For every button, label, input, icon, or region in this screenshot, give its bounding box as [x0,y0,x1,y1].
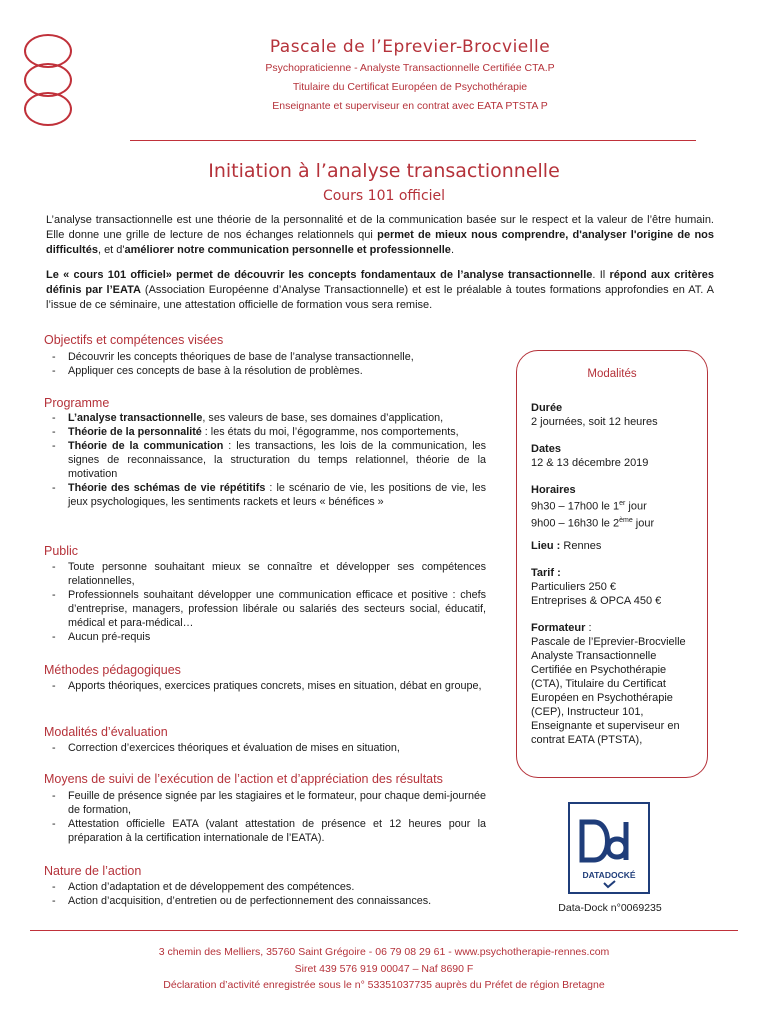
section-heading-evaluation: Modalités d’évaluation [44,725,168,739]
intro-paragraph-2: Le « cours 101 officiel» permet de découvrir les concepts fondamentaux de l’analyse transactionnelle. Il répond aux critères définis par l’EATA (Association Européenne d’Analyse Transactionnelle) et est le préalable à toutes formations approfondies en AT. A l’issue de ce séminaire, une attestation officielle de formation vous sera remise. [46,269,715,311]
header-line-3: Enseignante et superviseur en contrat avec EATA PTSTA P [272,100,548,112]
datadock-logo-text: DATADOCKÉ [582,870,636,880]
header-line-2: Titulaire du Certificat Européen de Psychothérapie [292,81,528,93]
formateur-value: Pascale de l’Eprevier-Brocvielle Analyste Transactionnelle Certifiée en Psychothérapie (CTA), Titulaire du Certificat Européen en Psychothérapie (CEP), Instructeur 101, Enseignante et superviseur en contrat EATA (PTSTA), [531,636,686,746]
header-name: Pascale de l’Eprevier-Brocvielle [269,37,551,57]
formateur-label: Formateur [531,622,586,634]
methodes-list [46,679,486,693]
section-heading-public: Public [44,544,79,558]
list-item: - Aucun pré-requis [46,630,486,644]
duree-value: 2 journées, soit 12 heures [531,416,658,428]
section-heading-suivi: Moyens de suivi de l’exécution de l’action et d’appréciation des résultats [44,772,443,786]
header-divider [130,140,696,141]
list-item: - Appliquer ces concepts de base à la résolution de problèmes. [46,364,486,378]
header-line-1: Psychopraticienne - Analyste Transactionnelle Certifiée CTA.P [265,62,555,74]
tarif-entreprises: Entreprises & OPCA 450 € [531,595,662,607]
list-item: - Théorie de la communication : les transactions, les lois de la communication, les signes de reconnaissance, la structuration du temps relationnel, théorie de la motivation [46,439,486,481]
page-title: Initiation à l’analyse transactionnelle [208,160,560,182]
programme-list [46,411,486,509]
dates-value: 12 & 13 décembre 2019 [531,457,649,469]
list-item: - Feuille de présence signée par les stagiaires et le formateur, pour chaque demi-journée de formation, [46,789,486,817]
page-subtitle: Cours 101 officiel [322,188,446,204]
footer-siret: Siret 439 576 919 00047 – Naf 8690 F [294,963,474,975]
footer-address: 3 chemin des Melliers, 35760 Saint Grégoire - 06 79 08 29 61 - www.psychotherapie-rennes.com [158,946,610,958]
logo-circles [24,34,74,128]
modalites-title: Modalités [587,368,637,380]
list-item: - Toute personne souhaitant mieux se connaître et développer ses compétences relationnelles, [46,560,486,588]
list-item: - Professionnels souhaitant développer une communication efficace et positive : chefs d’entreprise, managers, profession libérale ou salariés des secteurs social, éducatif, médical et para-médical… [46,588,486,630]
nature-list [46,880,506,908]
lieu-label: Lieu : [531,540,561,552]
list-item: - Action d’acquisition, d’entretien ou de perfectionnement des connaissances. [46,894,506,908]
objectifs-list [46,350,486,378]
duree-block [531,401,703,429]
lieu-block [531,539,703,553]
list-item: - Théorie de la personnalité : les états du moi, l’égogramme, nos comportements, [46,425,486,439]
public-list [46,560,486,644]
list-item: - Correction d’exercices théoriques et évaluation de mises en situation, [46,741,486,755]
footer-divider [30,930,738,931]
datadock-logo [568,802,650,894]
list-item: - Action d’adaptation et de développement des compétences. [46,880,506,894]
horaires-label: Horaires [531,484,576,496]
list-item: - Apports théoriques, exercices pratiques concrets, mises en situation, débat en groupe, [46,679,486,693]
datadock-caption: Data-Dock n°0069235 [558,902,662,914]
lieu-value: Rennes [560,540,602,552]
duree-label: Durée [531,402,563,414]
list-item: - L’analyse transactionnelle, ses valeurs de base, ses domaines d’application, [46,411,486,425]
horaires-block: Horaires 9h30 – 17h00 le 1er jour 9h00 – 16h30 le 2ème jour [531,484,655,530]
tarif-label: Tarif : [531,567,561,579]
evaluation-list [46,741,486,755]
section-heading-objectifs: Objectifs et compétences visées [44,333,224,347]
section-heading-methodes: Méthodes pédagogiques [44,663,181,677]
list-item: - Découvrir les concepts théoriques de base de l’analyse transactionnelle, [46,350,486,364]
section-heading-programme: Programme [44,396,110,410]
tarif-particuliers: Particuliers 250 € [531,581,616,593]
tarif-block [531,566,703,608]
list-item: - Théorie des schémas de vie répétitifs : le scénario de vie, les positions de vie, les jeux psychologiques, les sentiments rackets et leurs « bénéfices » [46,481,486,509]
dates-label: Dates [531,443,561,455]
modalites-box [516,350,708,778]
suivi-list [46,789,486,845]
dates-block [531,442,703,470]
section-heading-nature: Nature de l’action [44,864,142,878]
formateur-block: Formateur : Pascale de l’Eprevier-Brocvielle Analyste Transactionnelle Certifiée en Psychothérapie (CTA), Titulaire du Certificat Européen en Psychothérapie (CEP), Instructeur 101, Enseignante et superviseur en contrat EATA (PTSTA), [531,622,686,746]
footer-declaration: Déclaration d’activité enregistrée sous le n° 53351037735 auprès du Préfet de région Bretagne [163,979,605,991]
intro-paragraph-1: L’analyse transactionnelle est une théorie de la personnalité et de la communication basée sur le respect et la valeur de l’être humain. Elle donne une grille de lecture de nos échanges relationnels qui permet de mieux nous comprendre, d'analyser l'origine de nos difficultés, et d'améliorer notre communication personnelle et professionnelle. [46,214,715,256]
list-item: - Attestation officielle EATA (valant attestation de présence et 12 heures pour la préparation à la certification internationale de l’EATA). [46,817,486,845]
